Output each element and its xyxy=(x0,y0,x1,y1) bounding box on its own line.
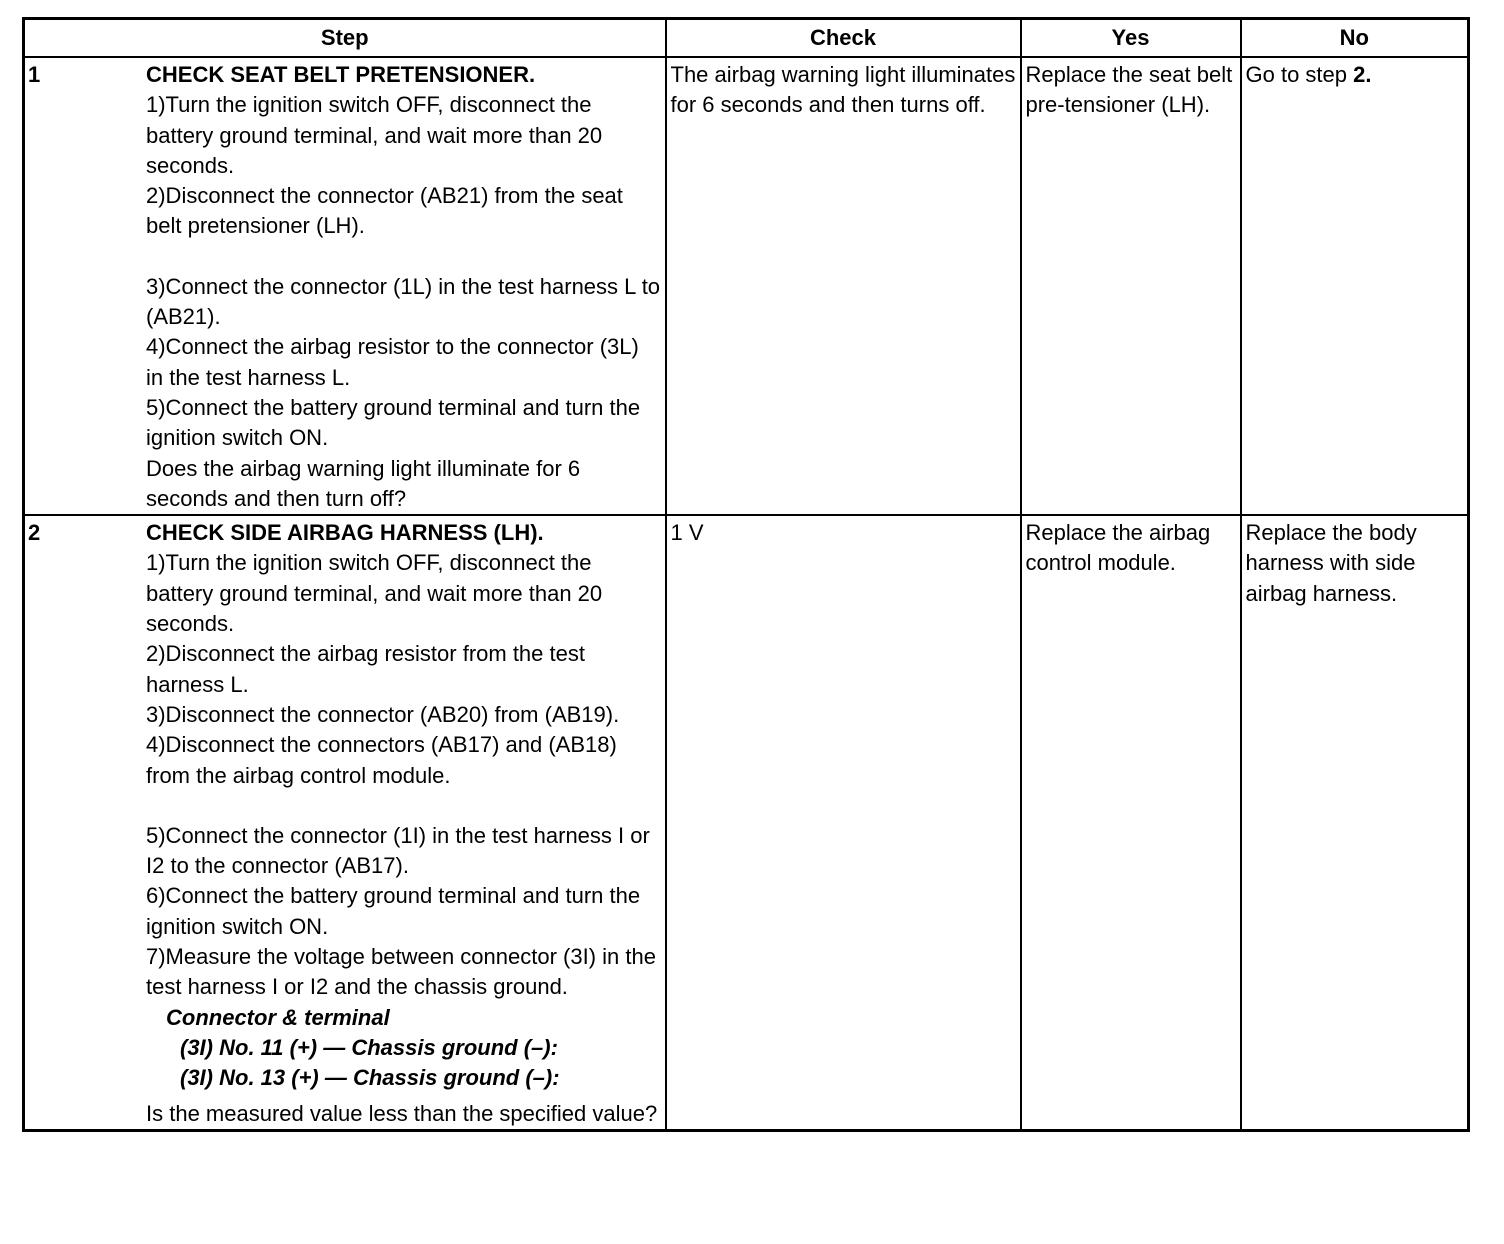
table-row xyxy=(24,57,1469,515)
step-question: Is the measured value less than the specified value? xyxy=(146,1100,658,1126)
instruction: 3)Disconnect the connector (AB20) from (AB19). xyxy=(146,701,620,727)
instruction: 7)Measure the voltage between connector (3I) in the test harness I or I2 and the chassis ground. xyxy=(146,944,656,1000)
step-body xyxy=(146,58,665,514)
instruction: 4)Disconnect the connectors (AB17) and (AB18) from the airbag control module. xyxy=(146,732,617,788)
instruction: 4)Connect the airbag resistor to the connector (3L) in the test harness L. xyxy=(146,334,639,390)
header-step: Step xyxy=(24,19,666,58)
step-body xyxy=(146,516,665,1129)
table-row xyxy=(24,515,1469,1130)
header-no: No xyxy=(1241,19,1469,58)
instruction: 3)Connect the connector (1L) in the test harness L to (AB21). xyxy=(146,273,661,330)
step-number: 1 xyxy=(28,62,41,87)
instruction: 2)Disconnect the connector (AB21) from the seat belt pretensioner (LH). xyxy=(146,183,623,239)
step-cell xyxy=(24,515,666,1130)
instruction: 1)Turn the ignition switch OFF, disconnect the battery ground terminal, and wait more than 20 seconds. xyxy=(146,550,603,637)
step-cell xyxy=(24,57,666,515)
check-cell: The airbag warning light illuminates for 6 seconds and then turns off. xyxy=(666,57,1021,515)
header-row xyxy=(24,19,1469,58)
step-title: CHECK SEAT BELT PRETENSIONER. xyxy=(146,62,536,87)
step-number: 2 xyxy=(28,520,41,546)
instruction: 6)Connect the battery ground terminal and turn the ignition switch ON. xyxy=(146,883,641,939)
spec-heading: Connector & terminal xyxy=(166,1004,390,1030)
yes-cell: Replace the seat belt pre-tensioner (LH). xyxy=(1021,57,1241,515)
spacer xyxy=(146,242,661,272)
instruction: 5)Connect the battery ground terminal and turn the ignition switch ON. xyxy=(146,394,641,451)
header-check: Check xyxy=(666,19,1021,58)
header-yes: Yes xyxy=(1021,19,1241,58)
step-title: CHECK SIDE AIRBAG HARNESS (LH). xyxy=(146,520,544,546)
step-question: Does the airbag warning light illuminate for 6 seconds and then turn off? xyxy=(146,455,581,511)
spec-line: (3I) No. 11 (+) — Chassis ground (–): xyxy=(180,1034,558,1060)
spec-line: (3I) No. 13 (+) — Chassis ground (–): xyxy=(180,1065,560,1091)
check-cell: 1 V xyxy=(666,515,1021,1130)
no-cell: Replace the body harness with side airbag harness. xyxy=(1241,515,1469,1130)
no-step-ref: 2. xyxy=(1353,62,1372,87)
instruction: 5)Connect the connector (1I) in the test harness I or I2 to the connector (AB17). xyxy=(146,822,650,879)
diagnostic-table xyxy=(22,17,1470,1132)
no-cell xyxy=(1241,57,1469,515)
spacer xyxy=(146,791,661,821)
instruction: 1)Turn the ignition switch OFF, disconnect the battery ground terminal, and wait more than 20 seconds. xyxy=(146,92,603,178)
yes-cell: Replace the airbag control module. xyxy=(1021,515,1241,1130)
no-text: Go to step xyxy=(1245,62,1354,87)
instruction: 2)Disconnect the airbag resistor from the test harness L. xyxy=(146,641,585,697)
